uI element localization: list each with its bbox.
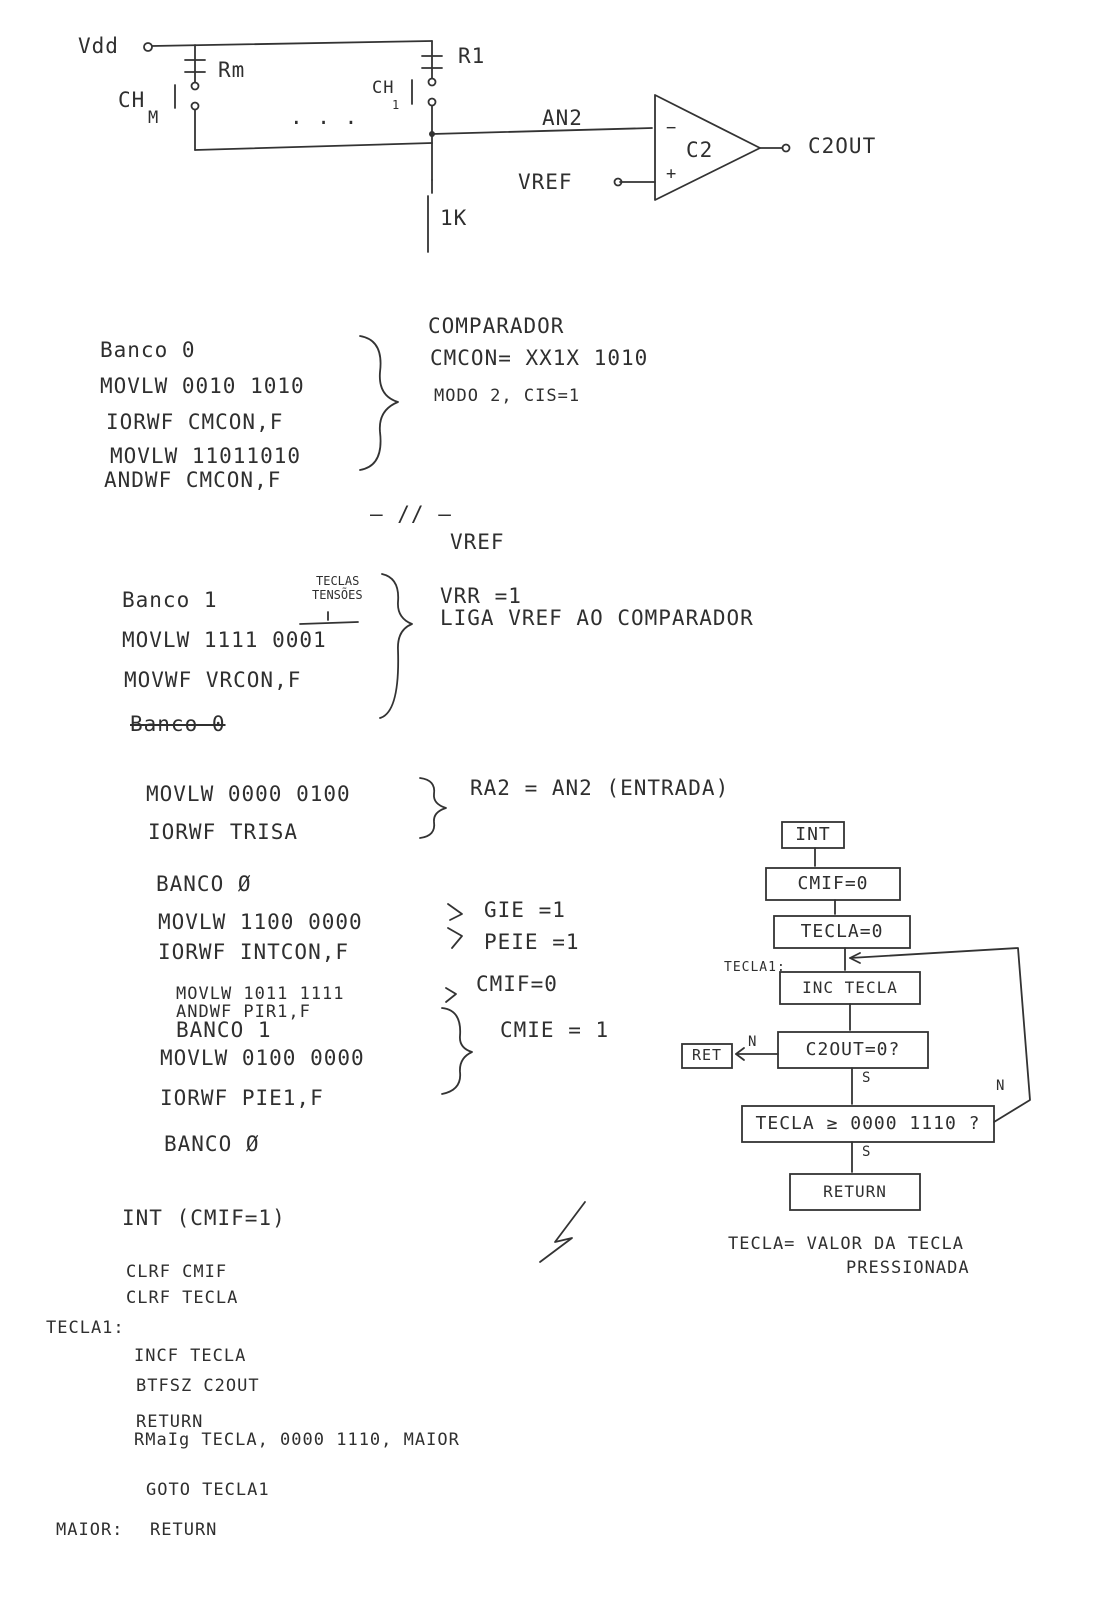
- comparator-label: C2: [686, 138, 714, 162]
- fc-label: TECLA1:: [724, 960, 786, 975]
- note-cmcon: CMCON= XX1X 1010: [430, 346, 649, 370]
- vdd-rail: [152, 41, 432, 46]
- fc-ret: RET: [691, 1046, 723, 1064]
- fc-c2out: C2OUT=0?: [805, 1039, 901, 1060]
- bank1-label: Banco 1: [122, 588, 218, 612]
- switch-dots: . . .: [290, 105, 359, 129]
- code-line: IORWF PIE1,F: [160, 1086, 324, 1110]
- code-line: MOVWF VRCON,F: [124, 668, 302, 692]
- label-tecla1: TECLA1:: [46, 1318, 125, 1338]
- fc-n-label: N: [996, 1078, 1006, 1094]
- code-line: IORWF CMCON,F: [106, 410, 284, 434]
- fc-inc: INC TECLA: [802, 978, 898, 997]
- fc-caption-1: TECLA= VALOR DA TECLA: [728, 1234, 964, 1254]
- an2-label: AN2: [542, 106, 583, 130]
- r1k-label: 1K: [440, 206, 468, 230]
- note-ra2: RA2 = AN2 (ENTRADA): [470, 776, 730, 800]
- note-comparador: COMPARADOR: [428, 314, 565, 338]
- bank1-label: BANCO 1: [176, 1018, 272, 1042]
- code-line: MOVLW 0100 0000: [160, 1046, 365, 1070]
- separator: — // —: [370, 502, 452, 526]
- bank0-label: BANCO Ø: [164, 1132, 260, 1156]
- brace-trisa: [420, 778, 446, 838]
- code-line: MOVLW 0000 0100: [146, 782, 351, 806]
- code-line: RMaIg TECLA, 0000 1110, MAIOR: [134, 1430, 460, 1450]
- bank0-label: Banco 0: [100, 338, 196, 362]
- code-line: ANDWF PIR1,F: [176, 1002, 311, 1022]
- fc-cmif: CMIF=0: [797, 873, 869, 894]
- fc-loop-back: [850, 948, 1030, 1122]
- ch1-contact-bottom: [429, 99, 436, 106]
- code-line: GOTO TECLA1: [146, 1480, 270, 1500]
- lightning-mark: [540, 1202, 585, 1262]
- note-cmif: CMIF=0: [476, 972, 558, 996]
- out-terminal: [783, 145, 790, 152]
- vdd-label: Vdd: [78, 34, 119, 58]
- chm-sub-label: M: [148, 108, 160, 128]
- bottom-rail: [195, 143, 432, 150]
- struck-bank0: Banco 0: [130, 712, 226, 736]
- fc-s-label: S: [862, 1144, 872, 1160]
- note-mode: MODO 2, CIS=1: [434, 386, 581, 406]
- r1-label: R1: [458, 44, 486, 68]
- plus-sign: +: [666, 164, 678, 184]
- code-line: MOVLW 1100 0000: [158, 910, 363, 934]
- vdd-terminal: [144, 43, 152, 51]
- ch1-contact-top: [429, 79, 436, 86]
- note-liga-vref: LIGA VREF AO COMPARADOR: [440, 606, 754, 630]
- chm-label: CH: [118, 88, 146, 112]
- fc-cmp: TECLA ≥ 0000 1110 ?: [755, 1113, 981, 1134]
- rm-label: Rm: [218, 58, 246, 82]
- brace-peie: [448, 928, 462, 948]
- annot-teclas: TECLAS: [316, 574, 360, 588]
- fc-caption-2: PRESSIONADA: [846, 1258, 970, 1278]
- minus-sign: −: [666, 118, 678, 138]
- isr-header: INT (CMIF=1): [122, 1206, 286, 1230]
- note-cmie: CMIE = 1: [500, 1018, 610, 1042]
- code-line: IORWF INTCON,F: [158, 940, 350, 964]
- brace-comparator: [360, 336, 398, 470]
- code-line: CLRF CMIF: [126, 1262, 228, 1282]
- fc-s-label: S: [862, 1070, 872, 1086]
- code-line: IORWF TRISA: [148, 820, 299, 844]
- brace-cmif: [446, 988, 456, 1002]
- note-gie: GIE =1: [484, 898, 566, 922]
- vref-label: VREF: [518, 170, 573, 194]
- fc-n-label: N: [748, 1034, 758, 1050]
- c2out-label: C2OUT: [808, 134, 877, 158]
- code-line: RETURN: [136, 1412, 204, 1432]
- brace-cmie: [442, 1008, 472, 1094]
- code-line: CLRF TECLA: [126, 1288, 239, 1308]
- code-line: MOVLW 1111 0001: [122, 628, 327, 652]
- label-maior: MAIOR:: [56, 1520, 124, 1540]
- note-peie: PEIE =1: [484, 930, 580, 954]
- code-line: ANDWF CMCON,F: [104, 468, 282, 492]
- fc-tecla0: TECLA=0: [800, 921, 884, 942]
- brace-gie: [448, 904, 462, 920]
- code-line: MOVLW 0010 1010: [100, 374, 305, 398]
- annot-tensoes: TENSÕES: [312, 588, 363, 602]
- brace-vref: [380, 574, 412, 718]
- chm-contact-bottom: [192, 103, 199, 110]
- overline: [300, 622, 358, 624]
- code-line: INCF TECLA: [134, 1346, 247, 1366]
- bank0-label: BANCO Ø: [156, 872, 252, 896]
- ch1-label: CH: [372, 78, 395, 98]
- fc-return: RETURN: [823, 1182, 887, 1201]
- note-vrr: VRR =1: [440, 584, 522, 608]
- fc-int: INT: [795, 824, 831, 845]
- code-line: BTFSZ C2OUT: [136, 1376, 260, 1396]
- chm-contact-top: [192, 83, 199, 90]
- vref-title: VREF: [450, 530, 505, 554]
- ch1-sub-label: 1: [392, 98, 400, 112]
- code-line: RETURN: [150, 1520, 218, 1540]
- code-line: MOVLW 11011010: [110, 444, 302, 468]
- code-line: MOVLW 1011 1111: [176, 984, 345, 1004]
